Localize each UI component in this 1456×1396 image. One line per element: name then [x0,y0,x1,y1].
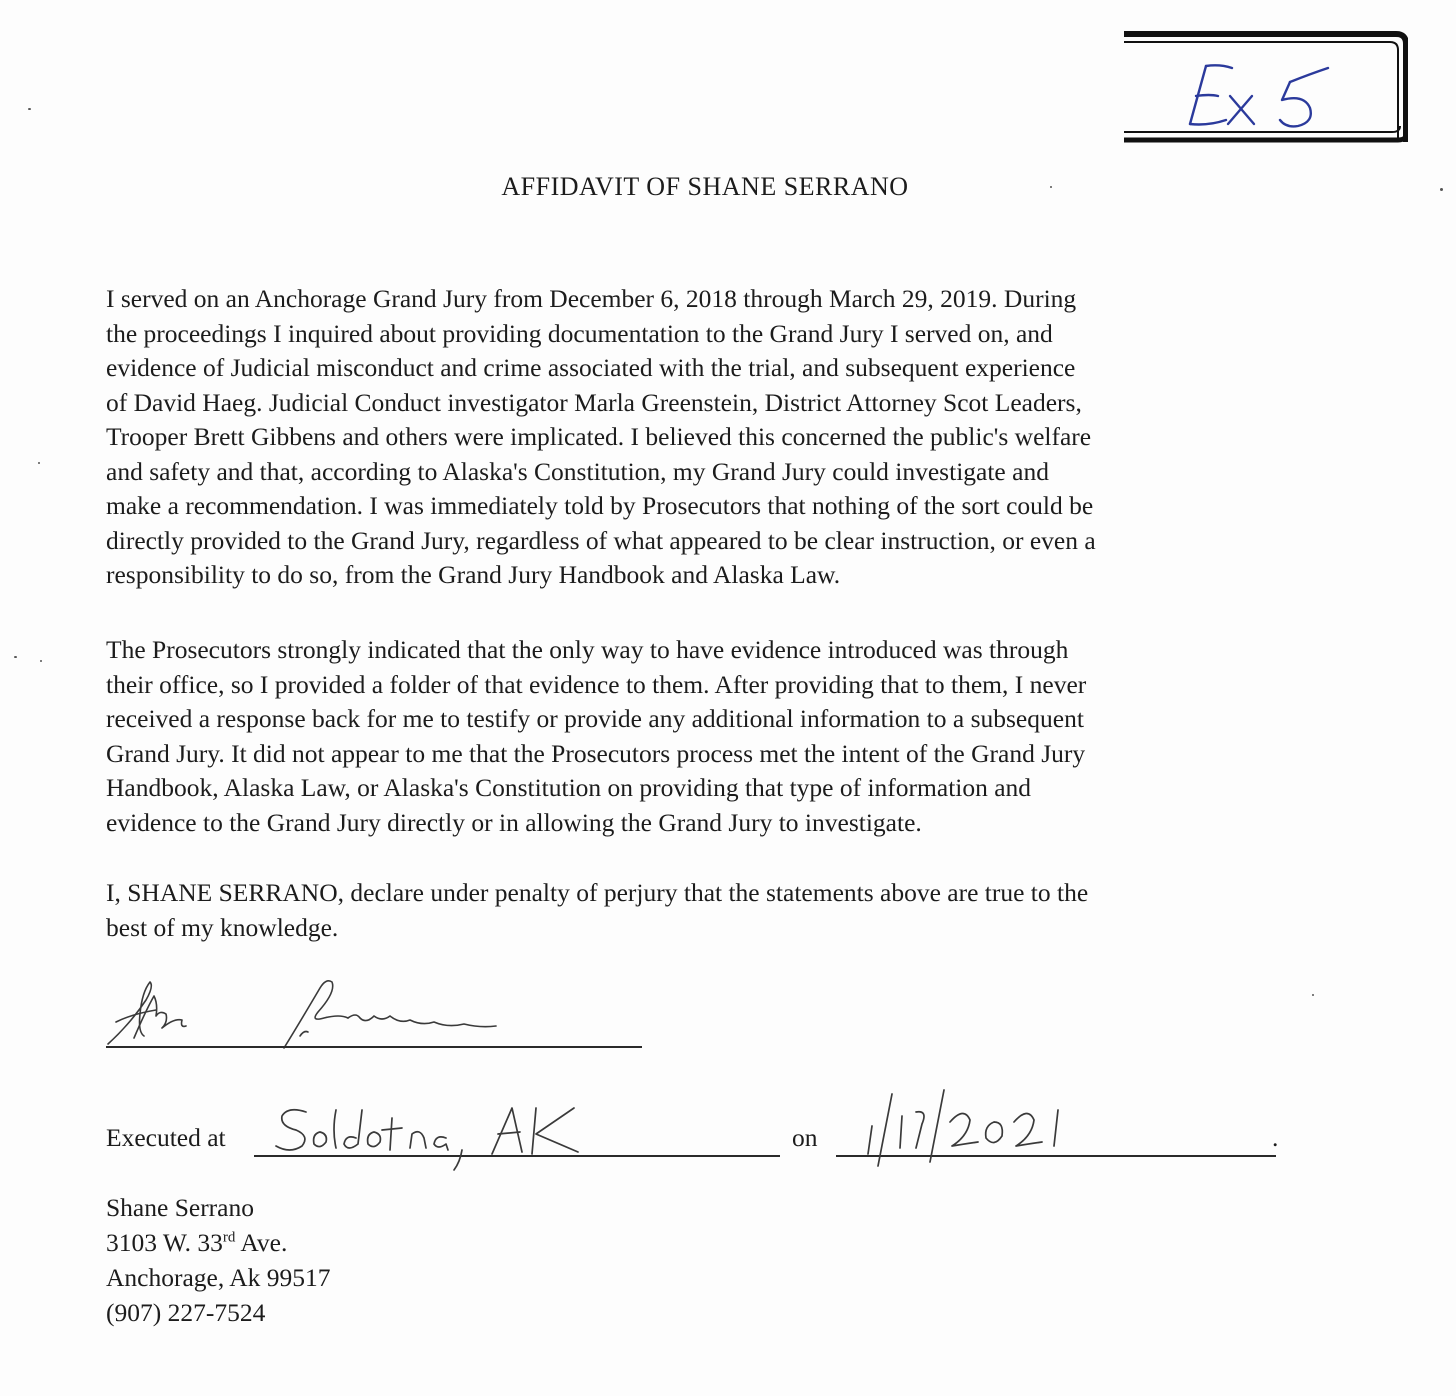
paragraph-2 [106,633,1306,840]
scan-speck [1312,994,1314,996]
paragraph-line: The Prosecutors strongly indicated that the only way to have evidence introduced was through [106,635,1069,664]
paragraph-line: evidence to the Grand Jury directly or in allowing the Grand Jury to investigate. [106,807,922,837]
scan-speck [1050,186,1052,188]
paragraph-line: best of my knowledge. [106,912,339,942]
paragraph-line: directly provided to the Grand Jury, regardless of what appeared to be clear instruction, or even a [106,525,1096,555]
scan-speck [14,656,17,658]
street-number: 3103 W. 33 [106,1228,223,1257]
scan-speck [1440,188,1443,191]
street-type: Ave. [235,1228,288,1257]
paragraph-line: I served on an Anchorage Grand Jury from December 6, 2018 through March 29, 2019. During [106,284,1077,313]
signer-phone: (907) 227-7524 [106,1298,266,1327]
executed-period: . [1272,1123,1279,1152]
paragraph-line: the proceedings I inquired about providing documentation to the Grand Jury I served on, and [106,318,1053,348]
signer-street [106,1225,331,1260]
paragraph-line: evidence of Judicial misconduct and crime associated with the trial, and subsequent experience [106,353,1076,382]
ordinal-suffix: rd [222,1229,236,1246]
paragraph-line: responsibility to do so, from the Grand Jury Handbook and Alaska Law. [106,560,841,589]
paragraph-line: and safety and that, according to Alaska's Constitution, my Grand Jury could investigate and [106,456,1049,486]
signature [104,970,644,1050]
handwritten-place [266,1092,606,1176]
paragraph-1 [106,282,1306,593]
paragraph-line: Grand Jury. It did not appear to me that the Prosecutors process met the intent of the Grand Jury [106,738,1086,768]
signer-address-block [106,1190,331,1330]
scan-speck [28,108,31,110]
exhibit-stamp [1124,30,1408,148]
paragraph-line: make a recommendation. I was immediately told by Prosecutors that nothing of the sort could be [106,491,1094,520]
signature-line [106,1046,642,1048]
paragraph-line: received a response back for me to testify or provide any additional information to a subsequent [106,704,1084,733]
paragraph-line: Handbook, Alaska Law, or Alaska's Constitution on providing that type of information and [106,773,1032,802]
paragraph-line: of David Haeg. Judicial Conduct investigator Marla Greenstein, District Attorney Scot Leaders, [106,387,1082,417]
paragraph-line: I, SHANE SERRANO, declare under penalty of perjury that the statements above are true to the [106,878,1089,907]
exhibit-label [1124,30,1408,148]
declaration-paragraph [106,876,1306,945]
paragraph-line: Trooper Brett Gibbens and others were implicated. I believed this concerned the public's welfare [106,422,1092,451]
paragraph-line: their office, so I provided a folder of that evidence to them. After providing that to them, I never [106,669,1087,699]
document-title: AFFIDAVIT OF SHANE SERRANO [501,172,909,201]
executed-at-label: Executed at [106,1123,226,1152]
scan-speck [40,660,42,662]
signer-name: Shane Serrano [106,1193,254,1222]
executed-on-label: on [792,1123,818,1152]
scan-speck [38,462,40,464]
signer-city-state-zip: Anchorage, Ak 99517 [106,1263,331,1292]
handwritten-date [848,1076,1098,1176]
